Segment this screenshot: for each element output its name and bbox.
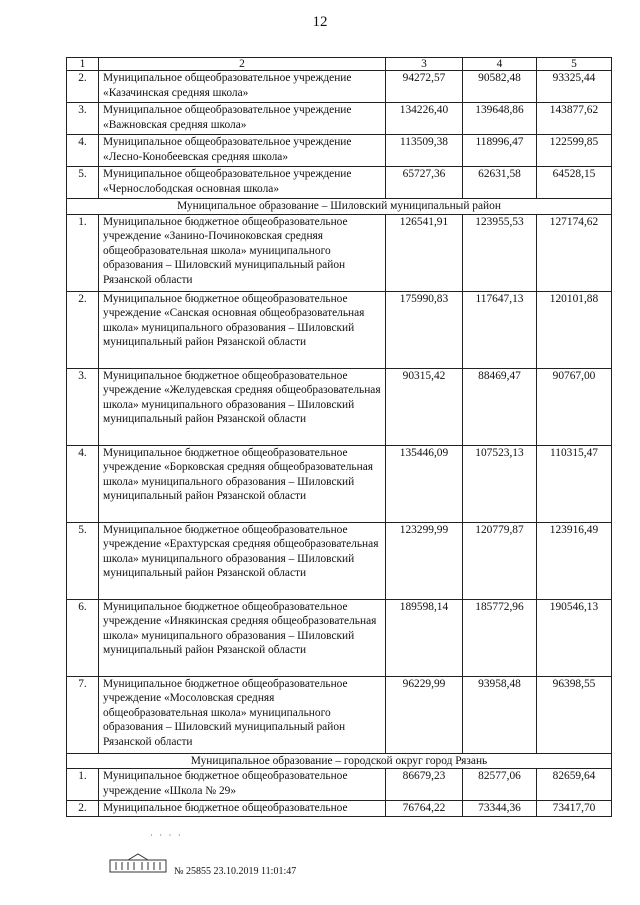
- table-row: [67, 368, 612, 445]
- value-col4: 118996,47: [463, 135, 537, 167]
- value-col5: 93325,44: [537, 71, 612, 103]
- scan-specks: ˙ ˙ ˙ ˙: [150, 833, 183, 843]
- institution-name: Муниципальное бюджетное общеобразовательное учреждение «Желудевская средняя общеобразовательная школа» муниципального образования – Шиловский муниципальный район Рязанской области: [99, 368, 386, 445]
- row-number: 6.: [67, 599, 99, 676]
- value-col3: 126541,91: [386, 214, 463, 291]
- value-col5: 120101,88: [537, 291, 612, 368]
- value-col3: 189598,14: [386, 599, 463, 676]
- building-stamp-icon: [108, 852, 168, 874]
- row-number: 4.: [67, 135, 99, 167]
- institution-name: Муниципальное бюджетное общеобразовательное учреждение «Инякинская средняя общеобразовательная школа» муниципального образования – Шиловский муниципальный район Рязанской области: [99, 599, 386, 676]
- institution-name: Муниципальное общеобразовательное учреждение «Чернослободская основная школа»: [99, 167, 386, 199]
- institution-name: Муниципальное общеобразовательное учреждение «Важновская средняя школа»: [99, 103, 386, 135]
- row-number: 3.: [67, 103, 99, 135]
- value-col5: 190546,13: [537, 599, 612, 676]
- value-col3: 113509,38: [386, 135, 463, 167]
- value-col5: 123916,49: [537, 522, 612, 599]
- row-number: 1.: [67, 769, 99, 801]
- institution-name: Муниципальное бюджетное общеобразовательное учреждение «Борковская средняя общеобразовательная школа» муниципального образования – Шиловский муниципальный район Рязанской области: [99, 445, 386, 522]
- value-col5: 110315,47: [537, 445, 612, 522]
- value-col4: 139648,86: [463, 103, 537, 135]
- value-col5: 122599,85: [537, 135, 612, 167]
- value-col5: 82659,64: [537, 769, 612, 801]
- header-cell: 1: [67, 58, 99, 71]
- value-col5: 64528,15: [537, 167, 612, 199]
- table-row: [67, 291, 612, 368]
- row-number: 5.: [67, 522, 99, 599]
- page-number: 12: [312, 14, 328, 30]
- row-number: 2.: [67, 291, 99, 368]
- value-col3: 65727,36: [386, 167, 463, 199]
- row-number: 1.: [67, 214, 99, 291]
- row-number: 2.: [67, 801, 99, 817]
- table-row: [67, 214, 612, 291]
- institution-name: Муниципальное бюджетное общеобразовательное учреждение «Ерахтурская средняя общеобразовательная школа» муниципального образования – Шиловский муниципальный район Рязанской области: [99, 522, 386, 599]
- row-number: 3.: [67, 368, 99, 445]
- row-number: 2.: [67, 71, 99, 103]
- value-col3: 94272,57: [386, 71, 463, 103]
- table-row: [67, 676, 612, 753]
- section-row: [67, 753, 612, 769]
- institution-name: Муниципальное общеобразовательное учреждение «Лесно-Конобеевская средняя школа»: [99, 135, 386, 167]
- table-row: [67, 522, 612, 599]
- institution-name: Муниципальное общеобразовательное учреждение «Казачинская средняя школа»: [99, 71, 386, 103]
- section-title: Муниципальное образование – Шиловский муниципальный район: [67, 199, 612, 215]
- value-col5: 73417,70: [537, 801, 612, 817]
- value-col3: 86679,23: [386, 769, 463, 801]
- row-number: 5.: [67, 167, 99, 199]
- value-col4: 123955,53: [463, 214, 537, 291]
- value-col4: 120779,87: [463, 522, 537, 599]
- value-col4: 88469,47: [463, 368, 537, 445]
- institution-name: Муниципальное бюджетное общеобразовательное учреждение «Мосоловская средняя общеобразовательная школа» муниципального образования – Шиловский муниципальный район Рязанской области: [99, 676, 386, 753]
- table-row: [67, 135, 612, 167]
- value-col3: 96229,99: [386, 676, 463, 753]
- value-col4: 117647,13: [463, 291, 537, 368]
- table-row: [67, 769, 612, 801]
- institution-name: Муниципальное бюджетное общеобразовательное: [99, 801, 386, 817]
- header-cell: 3: [386, 58, 463, 71]
- table-row: [67, 801, 612, 817]
- header-cell: 2: [99, 58, 386, 71]
- value-col5: 127174,62: [537, 214, 612, 291]
- table-row: [67, 103, 612, 135]
- value-col4: 90582,48: [463, 71, 537, 103]
- table-row: [67, 445, 612, 522]
- value-col5: 96398,55: [537, 676, 612, 753]
- section-row: [67, 199, 612, 215]
- value-col5: 143877,62: [537, 103, 612, 135]
- value-col3: 134226,40: [386, 103, 463, 135]
- value-col5: 90767,00: [537, 368, 612, 445]
- value-col3: 123299,99: [386, 522, 463, 599]
- registration-stamp: № 25855 23.10.2019 11:01:47: [174, 866, 297, 877]
- section-title: Муниципальное образование – городской округ город Рязань: [67, 753, 612, 769]
- institution-name: Муниципальное бюджетное общеобразовательное учреждение «Занино-Починоковская средняя общеобразовательная школа» муниципального образования – Шиловский муниципальный район Рязанской области: [99, 214, 386, 291]
- table-row: [67, 599, 612, 676]
- value-col4: 82577,06: [463, 769, 537, 801]
- value-col3: 135446,09: [386, 445, 463, 522]
- header-cell: 4: [463, 58, 537, 71]
- allocation-table: [66, 57, 612, 817]
- value-col4: 73344,36: [463, 801, 537, 817]
- institution-name: Муниципальное бюджетное общеобразовательное учреждение «Школа № 29»: [99, 769, 386, 801]
- row-number: 7.: [67, 676, 99, 753]
- table-row: [67, 71, 612, 103]
- value-col3: 90315,42: [386, 368, 463, 445]
- value-col4: 62631,58: [463, 167, 537, 199]
- table-row: [67, 167, 612, 199]
- row-number: 4.: [67, 445, 99, 522]
- value-col4: 185772,96: [463, 599, 537, 676]
- value-col4: 93958,48: [463, 676, 537, 753]
- value-col3: 175990,83: [386, 291, 463, 368]
- table-header-row: [67, 58, 612, 71]
- value-col4: 107523,13: [463, 445, 537, 522]
- value-col3: 76764,22: [386, 801, 463, 817]
- header-cell: 5: [537, 58, 612, 71]
- institution-name: Муниципальное бюджетное общеобразовательное учреждение «Санская основная общеобразовательная школа» муниципального образования – Шиловский муниципальный район Рязанской области: [99, 291, 386, 368]
